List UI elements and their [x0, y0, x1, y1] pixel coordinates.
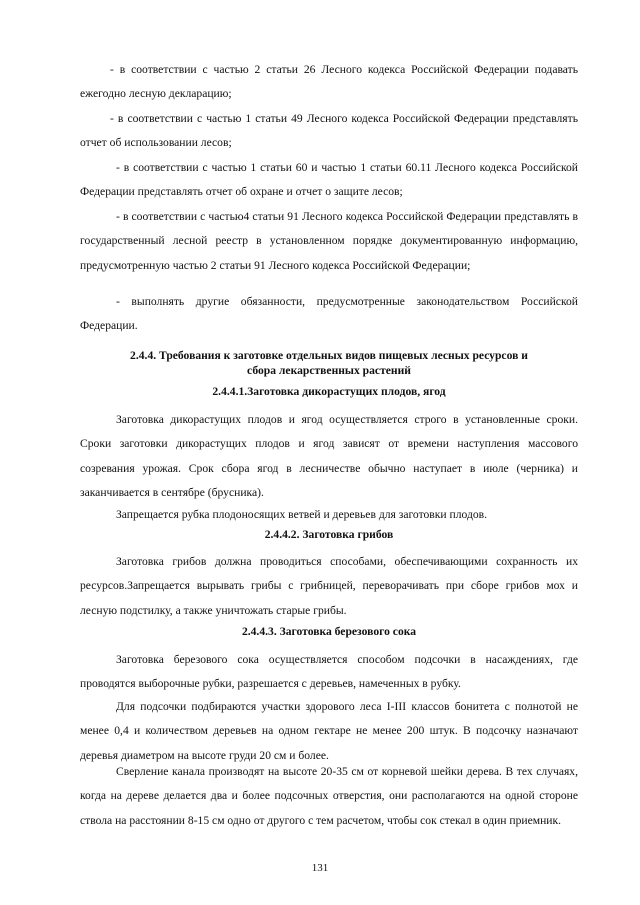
duty-item-forest-registry: - в соответствии с частью4 статьи 91 Лесного кодекса Российской Федерации представлять в государственный лесной реестр в установленном порядке документированную информацию, предусмотренную частью 2 статьи 91 Лесного кодекса Российской Федерации;	[80, 210, 578, 272]
section-heading-2-4-4-1: 2.4.4.1.Заготовка дикорастущих плодов, ягод	[212, 385, 446, 398]
mushrooms-paragraph-1: Заготовка грибов должна проводиться способами, обеспечивающими сохранность их ресурсов.Запрещается вырывать грибы с грибницей, переворачивать при сборе грибов мох и лесную подстилку, а также уничтожать старые грибы.	[80, 555, 578, 617]
berries-paragraph-2: Запрещается рубка плодоносящих ветвей и деревьев для заготовки плодов.	[116, 508, 488, 521]
section-heading-2-4-4-2: 2.4.4.2. Заготовка грибов	[264, 528, 394, 541]
section-heading-2-4-4-line2: сбора лекарственных растений	[247, 364, 411, 377]
page-number: 131	[311, 862, 329, 874]
birch-sap-paragraph-3: Сверление канала производят на высоте 20-35 см от корневой шейки дерева. В тех случаях, когда на дереве делается два и более подсочных отверстия, они располагаются на одной стороне ствола на расстоянии 8-15 см одно от другого с тем расчетом, чтобы сок стекал в один приемник.	[80, 765, 578, 827]
section-heading-2-4-4-3: 2.4.4.3. Заготовка березового сока	[241, 625, 417, 638]
duty-item-other-obligations: - выполнять другие обязанности, предусмотренные законодательством Российской Федерации.	[80, 295, 578, 333]
section-heading-2-4-4	[80, 348, 578, 378]
duty-item-usage-report: - в соответствии с частью 1 статьи 49 Лесного кодекса Российской Федерации представлять отчет об использовании лесов;	[80, 112, 578, 150]
section-heading-2-4-4-line1: 2.4.4. Требования к заготовке отдельных видов пищевых лесных ресурсов и	[130, 349, 528, 362]
berries-paragraph-1: Заготовка дикорастущих плодов и ягод осуществляется строго в установленные сроки. Сроки заготовки дикорастущих плодов и ягод зависят от времени наступления массового созревания урожая. Срок сбора ягод в лесничестве обычно наступает в июле (черника) и заканчивается в сентябре (брусника).	[80, 413, 578, 500]
birch-sap-paragraph-1: Заготовка березового сока осуществляется способом подсочки в насаждениях, где проводятся выборочные рубки, разрешается с деревьев, намеченных в рубку.	[80, 653, 578, 691]
birch-sap-paragraph-2: Для подсочки подбираются участки здорового леса I-III классов бонитета с полнотой не менее 0,4 и количеством деревьев на одном гектаре не менее 200 штук. В подсочку назначают деревья диаметром на высоте груди 20 см и более.	[80, 700, 578, 762]
duty-item-forest-declaration: - в соответствии с частью 2 статьи 26 Лесного кодекса Российской Федерации подавать ежегодно лесную декларацию;	[80, 63, 578, 101]
duty-item-protection-report: - в соответствии с частью 1 статьи 60 и частью 1 статьи 60.11 Лесного кодекса Российской Федерации представлять отчет об охране и отчет о защите лесов;	[80, 161, 578, 199]
